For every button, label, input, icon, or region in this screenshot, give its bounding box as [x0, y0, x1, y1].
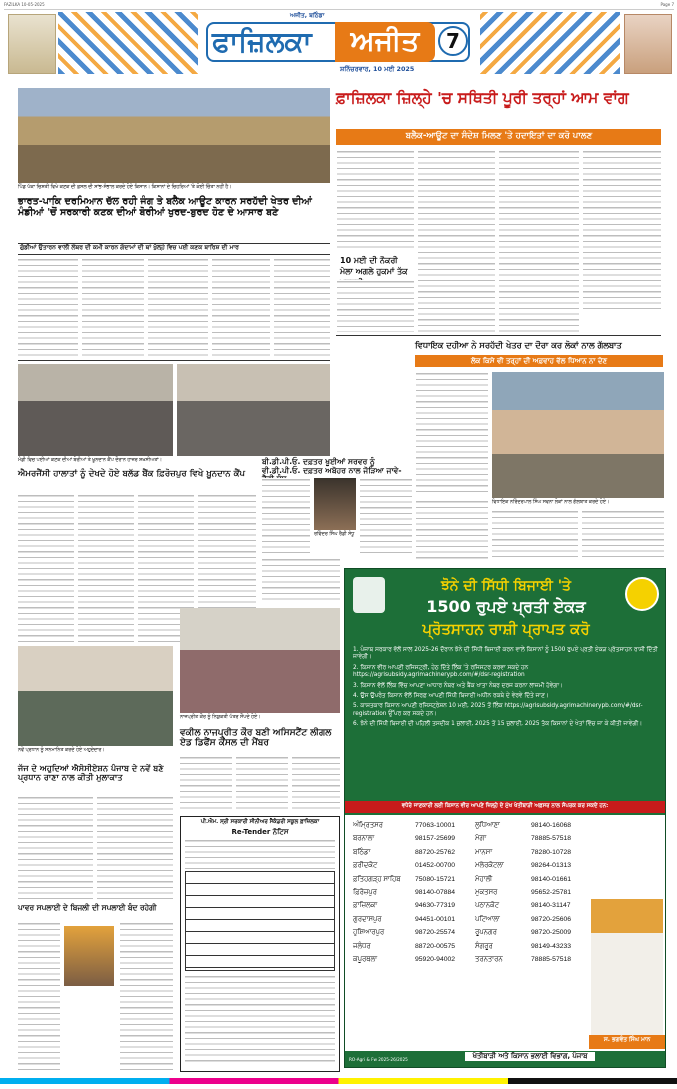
contact-district: ਪਠਾਨਕੋਟ [475, 902, 500, 910]
contact-row [475, 886, 585, 899]
story4-text-col-1 [262, 478, 310, 554]
contact-row [353, 819, 469, 832]
lead-photo [18, 88, 330, 183]
contact-row [475, 873, 585, 886]
contact-district: ਮਲੇਰਕੋਟਲਾ [475, 862, 504, 870]
punjab-govt-emblem [353, 577, 385, 613]
contact-row [475, 819, 585, 832]
contact-phone: 98720-25009 [531, 929, 572, 937]
tender-notice [180, 816, 340, 1072]
contact-district: ਹੁਸ਼ਿਆਰਪੁਰ [353, 929, 385, 937]
agri-dept-logo [625, 577, 659, 611]
contact-phone: 98720-25606 [531, 915, 572, 923]
ad-headline-3: ਪ੍ਰੋਤਸਾਹਨ ਰਾਸ਼ੀ ਪ੍ਰਾਪਤ ਕਰੋ [422, 620, 590, 638]
tower-illustration-left [8, 14, 56, 74]
cm-caption: ਸ. ਭਗਵੰਤ ਸਿੰਘ ਮਾਨ [603, 1037, 651, 1043]
ad-point-4: 4. ਉਸ ਉਪਰੰਤ ਕਿਸਾਨ ਵੱਲੋਂ ਸਿਰਫ਼ ਆਪਣੀ ਸਿੱਧੀ ਬਿਜਾਈ ਅਧੀਨ ਰਕਬੇ ਦੇ ਵੇਰਵੇ ਦਿੱਤੇ ਜਾਣ। [353, 693, 549, 700]
ad-code: RO-Agri & Fw 2025-26/2025 [349, 1057, 408, 1062]
ad-footer: ਖੇਤੀਬਾੜੀ ਅਤੇ ਕਿਸਾਨ ਭਲਾਈ ਵਿਭਾਗ, ਪੰਜਾਬ [465, 1052, 595, 1061]
story3-headline: ਵਿਧਾਇਕ ਦਹੀਆ ਨੇ ਸਰਹੱਦੀ ਖੇਤਰ ਦਾ ਦੌਰਾ ਕਰ ਲੋਕਾਂ ਨਾਲ ਗੱਲਬਾਤ [415, 340, 622, 350]
story3-photo-caption: ਵਿਧਾਇਕ ਨਰਿੰਦਰਪਾਲ ਸਿੰਘ ਸਵਨਾ ਲੋਕਾਂ ਨਾਲ ਗੱਲਬਾਤ ਕਰਦੇ ਹੋਏ। [492, 500, 610, 505]
story3-text-col-1 [416, 372, 488, 494]
contact-row [353, 873, 469, 886]
print-slug-left: FAZILKA 10-05-2025 [4, 2, 45, 7]
story8-headline: ਪਾਵਰ ਸਪਲਾਈ ਦੇ ਬਿਜਲੀ ਦੀ ਸਪਲਾਈ ਬੰਦ ਰਹੇਗੀ [18, 903, 157, 912]
contact-district: ਫ਼ਤਿਹਗੜ੍ਹ ਸਾਹਿਬ [353, 875, 401, 883]
contact-row [475, 832, 585, 845]
ad-point-1-text: ਪੰਜਾਬ ਸਰਕਾਰ ਵੱਲੋਂ ਸਾਲ 2025-26 ਦੌਰਾਨ ਝੋਨੇ ਦੀ ਸਿੱਧੀ ਬਿਜਾਈ ਕਰਨ ਵਾਲੇ ਕਿਸਾਨਾਂ ਨੂੰ 1500 ਰੁਪਏ ਪ੍ਰਤੀ ਏਕੜ ਪ੍ਰੋਤਸਾਹਨ ਰਾਸ਼ੀ ਦਿੱਤੀ ਜਾਵੇਗੀ। [353, 647, 658, 661]
story3-text-col-4 [582, 510, 664, 560]
contact-phone: 78885-57518 [531, 956, 572, 964]
contact-row [353, 832, 469, 845]
story8-text-col-2 [120, 922, 173, 1072]
ad-point-1: 1. ਪੰਜਾਬ ਸਰਕਾਰ ਵੱਲੋਂ ਸਾਲ 2025-26 ਦੌਰਾਨ ਝੋਨੇ ਦੀ ਸਿੱਧੀ ਬਿਜਾਈ ਕਰਨ ਵਾਲੇ ਕਿਸਾਨਾਂ ਨੂੰ 1500 ਰੁਪਏ ਪ੍ਰਤੀ ਏਕੜ ਪ੍ਰੋਤਸਾਹਨ ਰਾਸ਼ੀ ਦਿੱਤੀ ਜਾਵੇਗੀ। [353, 647, 658, 661]
lead-photo-caption: ਪਿੰਡ ਪੱਕਾ ਚਿਸ਼ਤੀ ਵਿਖੇ ਕਣਕ ਦੀ ਫ਼ਸਲ ਦੀ ਸਾਂਭ-ਸੰਭਾਲ ਕਰਦੇ ਹੋਏ ਕਿਸਾਨ। ਕਿਸਾਨਾਂ ਦੇ ਚਿਹਰਿਆਂ 'ਤੇ ਕੋਈ ਚਿੰਤਾ ਨਹੀਂ ਹੈ। [18, 185, 232, 190]
contact-district: ਬਠਿੰਡਾ [353, 848, 371, 856]
lead-text-col-1 [337, 150, 414, 250]
contact-district: ਤਰਨਤਾਰਨ [475, 956, 503, 964]
ad-point-5: 5. ਕਾਸ਼ਤਕਾਰ ਕਿਸਾਨ ਆਪਣੀ ਰਜਿਸਟ੍ਰੇਸ਼ਨ 10 ਮਈ, 2025 ਤੋਂ ਲਿੰਕ https://agrisubsidy.agrimachinerypb.com/#/dsr-registration ਉੱਪਰ ਕਰ ਸਕਦੇ ਹਨ। [353, 703, 643, 717]
story6-headline: ਜੱਜ ਦੇ ਅਹੁਦਿਆਂ ਐਸੋਸੀਏਸ਼ਨ ਪੰਜਾਬ ਦੇ ਨਵੇਂ ਬਣੇ ਪ੍ਰਧਾਨ ਰਾਣਾ ਨਾਲ ਕੀਤੀ ਮੁਲਾਕਾਤ [18, 763, 164, 783]
contact-district: ਮਾਨਸਾ [475, 848, 493, 856]
story7-text-col-1 [180, 756, 232, 812]
contact-row [475, 953, 585, 966]
lead-headline: ਫ਼ਾਜ਼ਿਲਕਾ ਜ਼ਿਲ੍ਹੇ 'ਚ ਸਥਿਤੀ ਪੂਰੀ ਤਰ੍ਹਾਂ ਆਮ ਵਾਂਗ [336, 89, 629, 107]
ad-contacts-right [475, 819, 585, 966]
contact-phone: 98140-31147 [531, 902, 571, 910]
story2-photo-caption: ਮੰਡੀ ਵਿਚ ਪਈਆਂ ਕਣਕ ਦੀਆਂ ਬੋਰੀਆਂ ਤੇ ਖ਼ੂਨਦਾਨ ਕੈਂਪ ਦੌਰਾਨ ਹਾਜ਼ਰ ਸ਼ਖ਼ਸੀਅਤਾਂ। [18, 458, 162, 463]
story7-text-col-2 [236, 756, 288, 812]
contact-row [475, 926, 585, 939]
contact-phone: 95920-94002 [415, 956, 456, 964]
ad-point-2-text: ਕਿਸਾਨ ਵੀਰ ਆਪਣੀ ਰਜਿਸਟ੍ਰੀ, ਹੇਠ ਦਿੱਤੇ ਲਿੰਕ 'ਤੇ ਰਜਿਸਟਰ ਕਰਵਾ ਸਕਦੇ ਹਨ https://agrisubsidy.agrimachinerypb.com/#/dsr-registration [353, 664, 529, 679]
contact-district: ਸੰਗਰੂਰ [475, 942, 493, 950]
contact-row [353, 846, 469, 859]
story6-photo [18, 646, 173, 746]
contact-phone: 98264-01313 [531, 862, 572, 870]
contact-district: ਪਟਿਆਲਾ [475, 915, 500, 923]
story2-headline: ਭਾਰਤ-ਪਾਕਿ ਦਰਮਿਆਨ ਚੱਲ ਰਹੀ ਜੰਗ ਤੇ ਬਲੈਕ ਆਊਟ ਕਾਰਨ ਸਰਹੱਦੀ ਖੇਤਰ ਦੀਆਂ ਮੰਡੀਆਂ 'ਚੋਂ ਸਰਕਾਰੀ ਕਣਕ ਦੀਆਂ ਬੋਰੀਆਂ ਖੁਰਦ-ਬੁਰਦ ਹੋਣ ਦੇ ਆਸਾਰ ਬਣੇ [18, 196, 313, 219]
ad-headline-2: 1500 ਰੁਪਏ ਪ੍ਰਤੀ ਏਕੜ [426, 597, 586, 616]
ad-point-3-text: ਕਿਸਾਨ ਵੱਲੋਂ ਲਿੰਕ ਵਿੱਚ ਆਪਣਾ ਆਧਾਰ ਨੰਬਰ ਅਤੇ ਬੈਂਕ ਖਾਤਾ ਨੰਬਰ ਦਰਜ ਕਰਨਾ ਲਾਜ਼ਮੀ ਹੋਵੇਗਾ। [360, 682, 563, 689]
story8-text-col-1 [18, 922, 60, 1072]
cm-portrait [591, 899, 663, 1035]
story7-photo [180, 608, 340, 713]
ad-contacts-left [353, 819, 469, 966]
story2-text-col-3 [148, 258, 208, 358]
contact-district: ਮੋਹਾਲੀ [475, 875, 493, 883]
story6-text-col-2 [97, 796, 173, 902]
contact-phone: 75080-15721 [415, 875, 456, 883]
story2-text-col-4 [212, 258, 270, 358]
contact-row [475, 913, 585, 926]
masthead-pattern-right [480, 12, 620, 74]
contact-phone: 78280-10728 [531, 848, 572, 856]
story4-text-col-2 [360, 478, 412, 554]
story5-headline: ਐਮਰਜੈਂਸੀ ਹਾਲਾਤਾਂ ਨੂੰ ਦੇਖਦੇ ਹੋਏ ਬਲੱਡ ਬੈਂਕ ਫ਼ਿਰੋਜ਼ਪੁਰ ਵਿਖੇ ਖ਼ੂਨਦਾਨ ਕੈਂਪ [18, 469, 246, 479]
contact-phone: 78885-57518 [531, 835, 572, 843]
masthead-pattern-left [58, 12, 198, 74]
story2-divider [18, 360, 330, 361]
lead-text-col-2 [418, 150, 495, 332]
masthead-title-right: ਅਜੀਤ [335, 22, 435, 62]
contact-district: ਰੂਪਨਗਰ [475, 929, 497, 937]
contact-district: ਫ਼ਾਜ਼ਿਲਕਾ [353, 902, 378, 910]
masthead [0, 10, 677, 78]
contact-phone: 98157-25699 [415, 835, 456, 843]
contact-district: ਜਲੰਧਰ [353, 942, 371, 950]
story2-photo-1 [18, 364, 173, 456]
masthead-small-title: ਅਜੀਤ, ਬਠਿੰਡਾ [290, 12, 325, 19]
ad-point-2: 2. ਕਿਸਾਨ ਵੀਰ ਆਪਣੀ ਰਜਿਸਟ੍ਰੀ, ਹੇਠ ਦਿੱਤੇ ਲਿੰਕ 'ਤੇ ਰਜਿਸਟਰ ਕਰਵਾ ਸਕਦੇ ਹਨ https://agrisubsidy.agrimachinerypb.com/#/dsr-registration [353, 664, 529, 679]
print-slug-right: Page 7 [660, 2, 674, 7]
story7-headline: ਵਕੀਲ ਨਾਜਪ੍ਰੀਤ ਕੌਰ ਬਣੀ ਅਸਿਸਟੈਂਟ ਲੀਗਲ ਏਡ ਡਿਫੈਂਸ ਕੌਂਸਲ ਦੀ ਮੈਂਬਰ [180, 728, 332, 749]
ad-point-6: 6. ਝੋਨੇ ਦੀ ਸਿੱਧੀ ਬਿਜਾਈ ਦੀ ਪਹਿਲੀ ਤਸਦੀਕ 1 ਜੁਲਾਈ, 2025 ਤੋਂ 15 ਜੁਲਾਈ, 2025 ਤੱਕ ਕਿਸਾਨਾਂ ਦੇ ਖੇਤਾਂ ਵਿੱਚ ਜਾ ਕੇ ਕੀਤੀ ਜਾਵੇਗੀ। [353, 721, 643, 728]
page-number-badge [438, 26, 468, 56]
story2-subhead: ਗੁੱਡੀਆਂ ਉਤਾਰਨ ਵਾਲੀ ਲੇਬਰ ਦੀ ਕਮੀ ਕਾਰਨ ਗੋਦਾਮਾਂ ਦੀ ਥਾਂ ਖੁੱਲ੍ਹੇ ਵਿਚ ਪਈ ਕਣਕ ਬਾਰਿਸ਼ ਦੀ ਮਾਰ [20, 244, 239, 251]
contact-phone: 95652-25781 [531, 889, 572, 897]
tender-org: ਪੀ.ਐਮ. ਸ੍ਰੀ ਸਰਕਾਰੀ ਸੀਨੀਅਰ ਸੈਕੰਡਰੀ ਸਕੂਲ ਫ਼ਾਜ਼ਿਲਕਾ [200, 819, 320, 825]
tender-table [185, 871, 335, 971]
dsr-advertisement [344, 568, 666, 1068]
contact-phone: 98140-01661 [531, 875, 572, 883]
story6-photo-caption: ਨਵੇਂ ਪ੍ਰਧਾਨ ਨੂੰ ਸਨਮਾਨਿਤ ਕਰਦੇ ਹੋਏ ਅਹੁਦੇਦਾਰ। [18, 748, 105, 753]
contact-district: ਬਰਨਾਲਾ [353, 835, 375, 843]
contact-row [475, 899, 585, 912]
story4-portrait-caption: ਰਵਿੰਦਰ ਸਿੰਘ ਰੈਡੀ ਸੰਧੂ [314, 532, 355, 537]
story5-text-col-5 [262, 558, 340, 604]
contact-district: ਫ਼ਰੀਦਕੋਟ [353, 862, 378, 870]
masthead-date: ਸ਼ਨਿੱਚਰਵਾਰ, 10 ਮਈ 2025 [340, 65, 415, 73]
contact-row [353, 953, 469, 966]
lead-text-col-1b [337, 280, 414, 332]
page-number: 7 [446, 29, 460, 53]
ad-point-4-text: ਉਸ ਉਪਰੰਤ ਕਿਸਾਨ ਵੱਲੋਂ ਸਿਰਫ਼ ਆਪਣੀ ਸਿੱਧੀ ਬਿਜਾਈ ਅਧੀਨ ਰਕਬੇ ਦੇ ਵੇਰਵੇ ਦਿੱਤੇ ਜਾਣ। [360, 693, 549, 700]
story6-text-col-1 [18, 796, 93, 902]
contact-phone: 01452-00700 [415, 862, 456, 870]
contact-row [353, 926, 469, 939]
story3-text-col-3 [492, 510, 578, 560]
story2-text-col-1 [18, 258, 78, 358]
ad-point-6-text: ਝੋਨੇ ਦੀ ਸਿੱਧੀ ਬਿਜਾਈ ਦੀ ਪਹਿਲੀ ਤਸਦੀਕ 1 ਜੁਲਾਈ, 2025 ਤੋਂ 15 ਜੁਲਾਈ, 2025 ਤੱਕ ਕਿਸਾਨਾਂ ਦੇ ਖੇਤਾਂ ਵਿੱਚ ਜਾ ਕੇ ਕੀਤੀ ਜਾਵੇਗੀ। [360, 721, 643, 728]
tender-body [185, 839, 335, 869]
contact-district: ਅੰਮ੍ਰਿਤਸਰ [353, 822, 383, 829]
contact-row [353, 859, 469, 872]
contact-phone: 77063-10001 [415, 822, 456, 829]
contact-row [353, 886, 469, 899]
contact-district: ਫ਼ਿਰੋਜ਼ਪੁਰ [353, 889, 377, 897]
story3-photo [492, 372, 664, 498]
contact-row [475, 940, 585, 953]
story2-text-col-2 [82, 258, 144, 358]
ad-headline-1: ਝੋਨੇ ਦੀ ਸਿੱਧੀ ਬਿਜਾਈ 'ਤੇ [440, 578, 572, 594]
lead-divider [336, 335, 661, 336]
ad-point-5-text: ਕਾਸ਼ਤਕਾਰ ਕਿਸਾਨ ਆਪਣੀ ਰਜਿਸਟ੍ਰੇਸ਼ਨ 10 ਮਈ, 2025 ਤੋਂ ਲਿੰਕ https://agrisubsidy.agrimachinerypb.com/#/dsr-registration ਉੱਪਰ ਕਰ ਸਕਦੇ ਹਨ। [353, 703, 643, 717]
contact-phone: 98149-43233 [531, 942, 572, 950]
story7-text-col-3 [292, 756, 340, 812]
story5-text-col-2 [78, 494, 134, 642]
story2-text-col-5 [274, 258, 330, 358]
contact-row [475, 846, 585, 859]
lead-text-col-3 [499, 150, 579, 332]
contact-district: ਮੋਗਾ [475, 835, 487, 843]
tower-illustration-right [624, 14, 672, 74]
story7-photo-caption: ਨਾਜਪ੍ਰੀਤ ਕੌਰ ਨੂੰ ਨਿਯੁਕਤੀ ਪੱਤਰ ਸੌਂਪਦੇ ਹੋਏ। [180, 715, 261, 720]
story3-subhead: ਲੋਕ ਕਿਸੇ ਵੀ ਤਰ੍ਹਾਂ ਦੀ ਅਫ਼ਵਾਹ ਵੱਲ ਧਿਆਨ ਨਾ ਦੇਣ [470, 357, 608, 365]
contact-phone: 88720-25762 [415, 848, 456, 856]
contact-row [353, 913, 469, 926]
contact-phone: 98140-16068 [531, 822, 572, 829]
lead-subhead: ਬਲੈਕ-ਆਊਟ ਦਾ ਸੰਦੇਸ਼ ਮਿਲਣ 'ਤੇ ਹਦਾਇਤਾਂ ਦਾ ਕਰੋ ਪਾਲਣ [405, 131, 593, 141]
ad-point-3: 3. ਕਿਸਾਨ ਵੱਲੋਂ ਲਿੰਕ ਵਿੱਚ ਆਪਣਾ ਆਧਾਰ ਨੰਬਰ ਅਤੇ ਬੈਂਕ ਖਾਤਾ ਨੰਬਰ ਦਰਜ ਕਰਨਾ ਲਾਜ਼ਮੀ ਹੋਵੇਗਾ। [353, 682, 563, 689]
tender-title: Re-Tender ਨੋਟਿਸ [231, 828, 289, 836]
masthead-title-left: ਫਾਜ਼ਿਲਕਾ [212, 25, 312, 58]
contact-district: ਲੁਧਿਆਣਾ [475, 822, 500, 829]
contact-phone: 94630-77319 [415, 902, 456, 910]
contact-row [353, 940, 469, 953]
contact-district: ਗੁਰਦਾਸਪੁਰ [353, 915, 382, 923]
story5-text-col-1 [18, 494, 74, 642]
story8-portrait [64, 926, 114, 986]
ad-points [353, 647, 659, 729]
contact-phone: 94451-00101 [415, 915, 456, 923]
story4-headline: ਬੀ.ਡੀ.ਪੀ.ਓ. ਦਫ਼ਤਰ ਖੂਈਆਂ ਸਰਵਰ ਨੂੰ ਵੀ.ਡੀ.ਪੀ.ਓ. ਦਫ਼ਤਰ ਅਬੋਹਰ ਨਾਲ ਜੋੜਿਆ ਜਾਵੇ- [262, 457, 402, 475]
story4-portrait [314, 478, 356, 530]
print-colour-bar [0, 1078, 677, 1084]
contact-phone: 98720-25574 [415, 929, 456, 937]
story3-text-col-2 [416, 500, 488, 560]
lead-text-col-4 [583, 150, 661, 310]
subhead-10-may: 10 ਮਈ ਦੀ ਨੌਕਰੀ ਮੇਲਾ ਅਗਲੇ ਹੁਕਮਾਂ ਤੱਕ [340, 256, 408, 276]
contact-row [353, 899, 469, 912]
contact-district: ਕਪੂਰਥਲਾ [353, 956, 378, 964]
contact-phone: 98140-07884 [415, 889, 456, 897]
contact-row [475, 859, 585, 872]
ad-helpline: ਵਧੇਰੇ ਜਾਣਕਾਰੀ ਲਈ ਕਿਸਾਨ ਵੀਰ ਆਪਣੇ ਜ਼ਿਲ੍ਹੇ ਦੇ ਮੁੱਖ ਖੇਤੀਬਾੜੀ ਅਫ਼ਸਰ ਨਾਲ ਸੰਪਰਕ ਕਰ ਸਕਦੇ ਹਨ: [401, 803, 609, 809]
tender-footer-text [185, 975, 335, 1065]
contact-phone: 88720-00575 [415, 942, 456, 950]
contact-district: ਮੁਕਤਸਰ [475, 889, 498, 897]
story2-photo-2 [177, 364, 330, 456]
print-slug [4, 2, 674, 10]
